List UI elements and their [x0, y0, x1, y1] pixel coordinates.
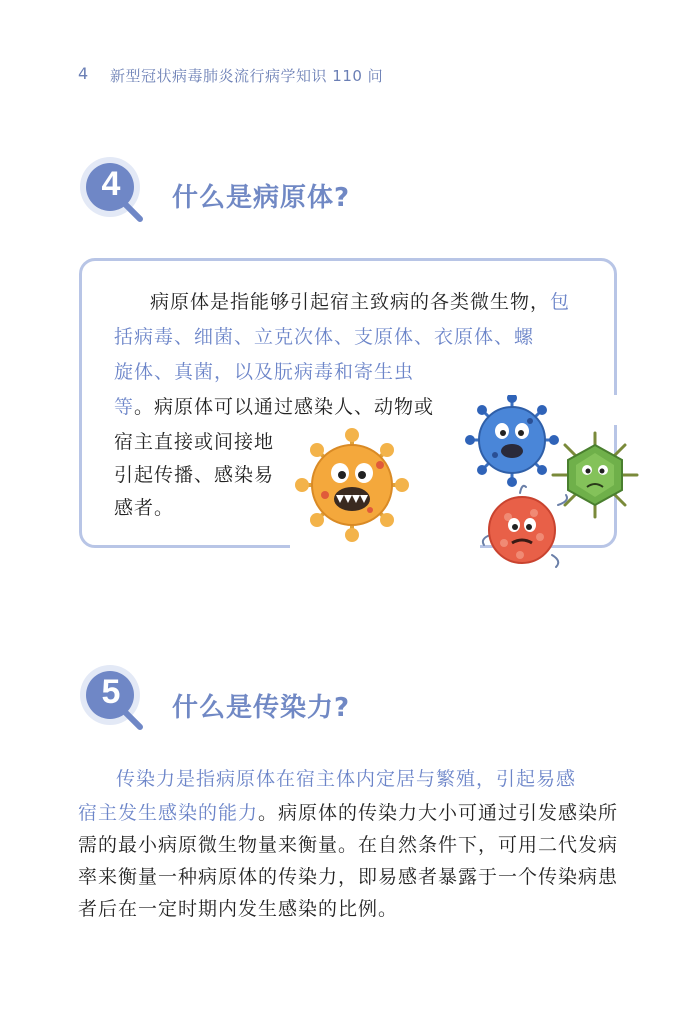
q4-line-1-highlight: 包 [550, 291, 571, 313]
q5-line-2 [78, 798, 618, 828]
q4-line-1 [150, 285, 570, 320]
page-number: 4 [78, 64, 89, 83]
blue-virus-icon [465, 395, 559, 487]
q5-line-3: 需的最小病原微生物量来衡量。在自然条件下，可用二代发病 [78, 834, 619, 856]
question-5-title: 什么是传染力? [172, 693, 351, 723]
q4-line-3: 旋体、真菌，以及朊病毒和寄生虫 [114, 361, 415, 383]
q4-line-1-text: 病原体是指能够引起宿主致病的各类微生物， [150, 291, 551, 313]
q4-line-2: 括病毒、细菌、立克次体、支原体、衣原体、螺 [114, 326, 535, 348]
q5-line-5: 者后在一定时期内发生感染的比例。 [78, 898, 399, 920]
q5-line-4: 率来衡量一种病原体的传染力，即易感者暴露于一个传染病患 [78, 866, 619, 888]
q4-line-6: 引起传播、感染易 [114, 464, 275, 486]
q5-line-1: 传染力是指病原体在宿主体内定居与繁殖，引起易感 [116, 768, 577, 790]
q5-line-2-text: 。病原体的传染力大小可通过引发感染所 [258, 802, 619, 824]
question-5-number: 5 [101, 673, 121, 711]
q4-line-7: 感者。 [114, 497, 175, 519]
q5-line-2-highlight: 宿主发生感染的能力 [78, 802, 259, 824]
q4-line-4-highlight: 等 [114, 396, 135, 418]
question-4-number: 4 [101, 165, 121, 203]
red-virus-icon [483, 486, 567, 567]
cartoon-microbes-illustration [290, 395, 650, 575]
orange-virus-icon [295, 428, 409, 542]
question-5-badge [78, 663, 144, 729]
running-title: 新型冠状病毒肺炎流行病学知识 110 问 [110, 67, 384, 85]
question-4-title: 什么是病原体? [172, 183, 351, 213]
q4-line-4-text: 。病原体可以通过感染人、动物或 [134, 396, 435, 418]
question-4-badge [78, 155, 144, 221]
green-virus-icon [553, 433, 637, 517]
q4-line-5: 宿主直接或间接地 [114, 431, 275, 453]
infectivity-definition [78, 764, 638, 934]
